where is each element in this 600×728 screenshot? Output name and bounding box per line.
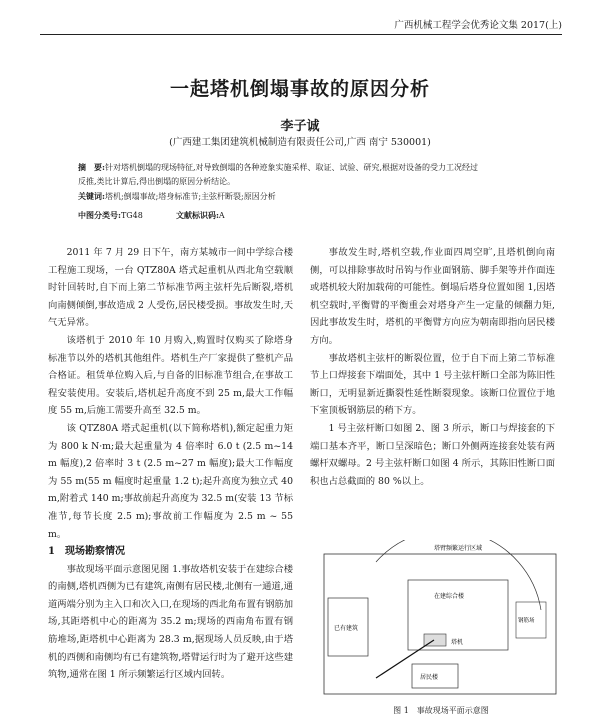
class-label: 中图分类号: xyxy=(78,210,121,220)
right-column xyxy=(310,244,555,490)
paper-title: 一起塔机倒塌事故的原因分析 xyxy=(169,78,430,100)
rebar-label: 钢筋场 xyxy=(518,618,535,624)
right-paragraph-3: 1 号主弦杆断口如图 2、图 3 所示，断口与焊接套的下端口基本齐平，断口呈深暗色；断口外侧两连接套处装有两螺杆双螺母。2 号主弦杆断口如图 4 所示，其陈旧性断口面积也占总截面的 80 %以上。 xyxy=(310,422,555,487)
right-paragraph-1: 事故发生时,塔机空载,作业面四周空旷,且塔机倒向南侧，可以排除事故时吊钩与作业面钢筋、脚手架等并作面连或塔机较大附加载荷的可能性。倒塌后塔身位置如图 1,因塔机空载时,平衡臂的平衡重会对塔身产生一定量的倾翻力矩,因此事故发生时，塔机的平衡臂方向应为朝南即指向居民楼方向。 xyxy=(310,247,555,346)
section-heading: 1 现场勘察情况 xyxy=(48,546,125,558)
doc-label: 文献标识码: xyxy=(175,210,219,220)
classification-line xyxy=(78,208,530,223)
doc-value: A xyxy=(218,211,225,220)
residence-label: 居民楼 xyxy=(420,674,439,681)
left-paragraph-4: 事故现场平面示意图见图 1.事故塔机安装于在建综合楼的南侧,塔机西侧为已有建筑,南侧有居民楼,北侧有一通道,通道两端分别为主入口和次入口,在现场的西北角布置有钢筋加场,其距塔机中心的距离为 35.2 m;现场的西南角布置有钢筋堆场,距塔机中心距离为 28.3 m,据现场人员反映,由于塔机的西侧和南侧均有已有建筑物,塔臂运行时为了避开这些建筑物,通常在图 1 所示频繁运行区域内回转。 xyxy=(48,563,293,681)
left-column xyxy=(48,244,293,684)
abstract-text-2: 反推,类比计算后,得出倒塌的原因分析结论。 xyxy=(78,177,236,186)
left-paragraph-2: 该塔机于 2010 年 10 月购入,购置时仅购买了除塔身标准节以外的塔机其他组件。塔机生产厂家提供了整机产品合格证。租赁单位购入后,与自备的旧标准节组合,在事故工程安装使用。安装后,塔机起升高度不到 25 m,最大工作幅度 55 m,后施工需要升高至 32.5 m。 xyxy=(48,334,293,417)
abstract-line-1 xyxy=(78,160,530,175)
abstract-label: 摘 要: xyxy=(78,162,105,172)
collapsed-boom xyxy=(376,640,434,678)
keywords: 塔机;倒塌事故;塔身标准节;主弦杆断裂;原因分析 xyxy=(104,192,276,201)
running-header xyxy=(40,14,562,35)
existing-building-label: 已有建筑 xyxy=(334,625,359,632)
site-boundary xyxy=(324,554,556,694)
affiliation: (广西建工集团建筑机械制造有限责任公司,广西 南宁 530001) xyxy=(169,137,431,148)
abstract-text-1: 针对塔机倒塌的现场特征,对导致倒塌的各种迹象实施采样、取证、试验、研究,根据对设备的受力工况经过 xyxy=(104,163,479,172)
frequent-zone-label: 塔臂频繁运行区域 xyxy=(434,545,483,552)
abstract-line-2 xyxy=(78,175,530,189)
author: 李子诚 xyxy=(280,119,320,134)
running-title: 广西机械工程学会优秀论文集 2017(上) xyxy=(394,20,562,31)
site-plan-figure xyxy=(316,540,566,700)
class-value: TG48 xyxy=(120,211,143,220)
left-paragraph-3: 该 QTZ80A 塔式起重机(以下简称塔机),额定起重力矩为 800 k N·m;最大起重量为 4 倍率时 6.0 t (2.5 m~14 m 幅度),2 倍率时 3 t (2.5 m~27 m 幅度);最大工作幅度为 55 m(55 m 幅度时起重量 1.2 t);起升高度为独立式 40 m,附着式 140 m;事故前起升高度为 32.5 m(安装 13 节标准节,每节长度 2.5 m);事故前工作幅度为 2.5 m ~ 55 m。 xyxy=(48,422,293,540)
crane-label: 塔机 xyxy=(451,639,464,646)
figure-caption: 图 1 事故现场平面示意图 xyxy=(393,706,489,715)
left-paragraph-1: 2011 年 7 月 29 日下午，南方某城市一间中学综合楼工程施工现场，一台 QTZ80A 塔式起重机从西北角空载顺时针回转时,自下而上第二节标准节两主弦杆先后断裂,塔机向南侧倾倒,事故造成 2 人受伤,居民楼受损。事故发生时,天气无异常。 xyxy=(48,247,293,329)
abstract xyxy=(78,160,530,223)
building-label: 在建综合楼 xyxy=(434,593,465,600)
keywords-label: 关键词: xyxy=(78,191,105,201)
right-paragraph-2: 事故塔机主弦杆的断裂位置，位于自下而上第二节标准节上口焊接套下端面处，其中 1 号主弦杆断口全部为陈旧性断口，无明显新近撕裂性延性断裂现象。该断口位置位于地下室顶板钢筋层的稍下方。 xyxy=(310,352,555,417)
keywords-line xyxy=(78,189,530,204)
